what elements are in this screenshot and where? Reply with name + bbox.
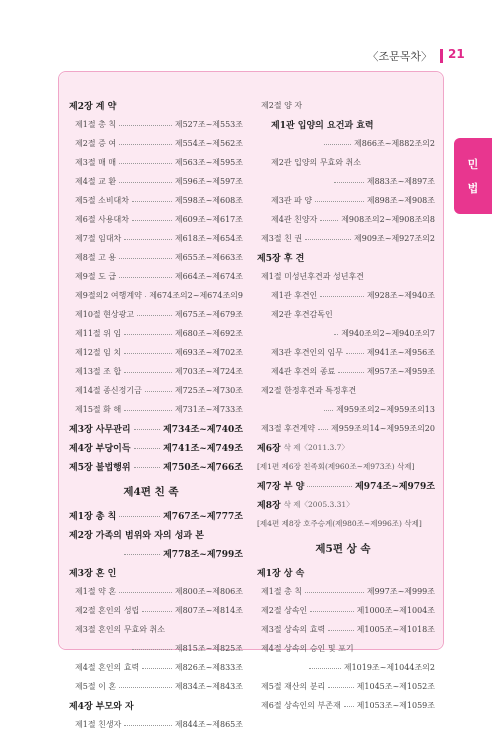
entry-title: 제15절 화 해 bbox=[75, 405, 122, 414]
article-range: 제844조~제865조 bbox=[174, 720, 243, 729]
chapter-heading[interactable]: 제4장 부모와 자 bbox=[69, 702, 134, 712]
dot-leader bbox=[307, 486, 352, 487]
article-range: 제1005조~제1018조 bbox=[356, 625, 435, 634]
entry-title: 제5절 이 혼 bbox=[75, 682, 117, 691]
article-range: 제909조~제927조의2 bbox=[354, 234, 435, 243]
toc-entry[interactable] bbox=[59, 343, 243, 362]
article-range: 제778조~제799조 bbox=[163, 550, 243, 560]
dot-leader bbox=[134, 448, 161, 449]
toc-chapter-entry[interactable] bbox=[59, 506, 243, 525]
entry-title: 제9절의2 여행계약 bbox=[75, 291, 142, 300]
dot-leader bbox=[334, 334, 338, 335]
dot-leader bbox=[328, 630, 353, 631]
article-range: 제1019조~제1044조의2 bbox=[343, 663, 435, 672]
toc-entry[interactable] bbox=[59, 248, 243, 267]
toc-chapter-entry[interactable] bbox=[59, 457, 243, 476]
entry-title: 제3절 상속의 효력 bbox=[261, 625, 326, 634]
article-range: 제928조~제940조 bbox=[366, 291, 435, 300]
article-range: 제750조~제766조 bbox=[163, 463, 243, 473]
article-range: 제898조~제908조 bbox=[366, 196, 435, 205]
toc-entry[interactable] bbox=[251, 658, 435, 677]
toc-entry[interactable] bbox=[59, 115, 243, 134]
toc-entry[interactable] bbox=[251, 343, 435, 362]
article-range: 제866조~제882조의2 bbox=[354, 139, 435, 148]
dot-leader bbox=[119, 182, 172, 183]
toc-entry[interactable] bbox=[59, 362, 243, 381]
dot-leader bbox=[132, 220, 172, 221]
page-number: 21 bbox=[448, 47, 465, 61]
dot-leader bbox=[119, 125, 172, 126]
page-header bbox=[0, 46, 500, 66]
dot-leader bbox=[124, 554, 160, 555]
toc-entry[interactable] bbox=[59, 286, 243, 305]
article-range: 제959조의2~제959조의13 bbox=[336, 405, 435, 414]
dot-leader bbox=[324, 144, 351, 145]
bracket-note: [제1편 제6장 친족회(제960조~제973조) 삭제] bbox=[257, 462, 415, 471]
article-range: 제596조~제597조 bbox=[174, 177, 243, 186]
article-range: 제826조~제833조 bbox=[174, 663, 243, 672]
entry-title: 제9절 도 급 bbox=[75, 272, 117, 281]
article-range: 제959조의14~제959조의20 bbox=[331, 424, 435, 433]
toc-entry[interactable] bbox=[59, 601, 243, 620]
toc-entry[interactable] bbox=[59, 153, 243, 172]
toc-entry[interactable] bbox=[251, 419, 435, 438]
toc-entry[interactable] bbox=[59, 639, 243, 658]
toc-entry[interactable] bbox=[59, 400, 243, 419]
toc-entry[interactable] bbox=[251, 362, 435, 381]
entry-title: 제7절 임대차 bbox=[75, 234, 122, 243]
article-range: 제1053조~제1059조 bbox=[356, 701, 435, 710]
chapter-heading[interactable]: 제2장 가족의 범위와 자의 성과 본 bbox=[69, 531, 204, 541]
toc-right-column bbox=[251, 72, 443, 710]
dot-leader bbox=[119, 144, 172, 145]
entry-title: 제1절 총 칙 bbox=[75, 120, 117, 129]
toc-entry[interactable] bbox=[59, 134, 243, 153]
dot-leader bbox=[119, 516, 160, 517]
article-range: 제734조~제740조 bbox=[163, 425, 243, 435]
entry-title: 제3절 후견계약 bbox=[261, 424, 316, 433]
toc-entry[interactable] bbox=[251, 191, 435, 210]
entry-title: 제1절 약 혼 bbox=[75, 587, 117, 596]
article-range: 제527조~제553조 bbox=[174, 120, 243, 129]
chapter-label: 제8장 bbox=[257, 501, 281, 511]
article-range: 제725조~제730조 bbox=[174, 386, 243, 395]
dot-leader bbox=[145, 391, 172, 392]
article-range: 제731조~제733조 bbox=[174, 405, 243, 414]
chapter-heading[interactable]: 제1관 입양의 요건과 효력 bbox=[271, 121, 374, 131]
entry-title: 제4절 교 환 bbox=[75, 177, 117, 186]
article-range: 제693조~제702조 bbox=[174, 348, 243, 357]
article-range: 제940조의2~제940조의7 bbox=[341, 329, 435, 338]
section-heading[interactable]: 제1절 미성년후견과 성년후견 bbox=[261, 272, 364, 281]
section-heading[interactable]: 제4절 상속의 승인 및 포기 bbox=[261, 644, 354, 653]
toc-entry[interactable] bbox=[59, 229, 243, 248]
toc-chapter-entry[interactable] bbox=[59, 544, 243, 563]
article-range: 제941조~제956조 bbox=[366, 348, 435, 357]
article-range: 제800조~제806조 bbox=[174, 587, 243, 596]
article-range: 제675조~제679조 bbox=[174, 310, 243, 319]
article-range: 제680조~제692조 bbox=[174, 329, 243, 338]
article-range: 제703조~제724조 bbox=[174, 367, 243, 376]
toc-chapter-entry[interactable] bbox=[59, 419, 243, 438]
entry-title: 제10절 현상광고 bbox=[75, 310, 135, 319]
entry-title: 제5장 불법행위 bbox=[69, 463, 131, 473]
entry-title: 제6절 사용대차 bbox=[75, 215, 130, 224]
dot-leader bbox=[119, 277, 172, 278]
toc-entry[interactable] bbox=[59, 381, 243, 400]
dot-leader bbox=[315, 201, 364, 202]
article-range: 제655조~제663조 bbox=[174, 253, 243, 262]
article-range: 제618조~제654조 bbox=[174, 234, 243, 243]
article-range: 제1045조~제1052조 bbox=[356, 682, 435, 691]
toc-entry[interactable] bbox=[59, 210, 243, 229]
part-heading: 제4편 친 족 bbox=[123, 485, 179, 498]
dot-leader bbox=[119, 258, 172, 259]
deleted-chapter-note bbox=[251, 495, 435, 514]
dot-leader bbox=[134, 467, 161, 468]
article-range: 제908조의2~제908조의8 bbox=[341, 215, 435, 224]
toc-entry[interactable] bbox=[59, 582, 243, 601]
bracket-note: [제4편 제8장 호주승계(제980조~제996조) 삭제] bbox=[257, 519, 422, 528]
section-heading[interactable]: 제2절 양 자 bbox=[261, 101, 303, 110]
toc-entry[interactable] bbox=[251, 620, 435, 639]
entry-title: 제5절 재산의 분리 bbox=[261, 682, 326, 691]
toc-entry[interactable] bbox=[251, 400, 435, 419]
header-title: 〈조문목차〉 bbox=[367, 50, 432, 63]
dot-leader bbox=[124, 239, 172, 240]
entry-title: 제4관 후견의 종료 bbox=[271, 367, 336, 376]
toc-entry[interactable] bbox=[59, 172, 243, 191]
article-range: 제807조~제814조 bbox=[174, 606, 243, 615]
entry-title: 제3관 파 양 bbox=[271, 196, 313, 205]
dot-leader bbox=[334, 182, 364, 183]
chapter-label: 제6장 bbox=[257, 444, 281, 454]
entry-title: 제8절 고 용 bbox=[75, 253, 117, 262]
dot-leader bbox=[132, 649, 172, 650]
entry-title: 제3장 사무관리 bbox=[69, 425, 131, 435]
dot-leader bbox=[305, 239, 351, 240]
entry-title: 제5절 소비대차 bbox=[75, 196, 130, 205]
article-range: 제741조~제749조 bbox=[163, 444, 243, 454]
entry-title: 제4절 혼인의 효력 bbox=[75, 663, 140, 672]
section-heading[interactable]: 제2관 입양의 무효와 취소 bbox=[271, 158, 361, 167]
toc-left-column bbox=[59, 72, 252, 729]
entry-title: 제7장 부 양 bbox=[257, 482, 305, 492]
entry-title: 제11절 위 임 bbox=[75, 329, 122, 338]
entry-title: 제4장 부당이득 bbox=[69, 444, 131, 454]
entry-title: 제3절 매 매 bbox=[75, 158, 117, 167]
dot-leader bbox=[134, 429, 161, 430]
deletion-note: 삭 제〈2011.3.7〉 bbox=[283, 443, 349, 452]
dot-leader bbox=[124, 334, 172, 335]
toc-entry[interactable] bbox=[251, 582, 435, 601]
dot-leader bbox=[309, 668, 341, 669]
section-heading[interactable]: 제3절 혼인의 무효와 취소 bbox=[75, 625, 165, 634]
part-heading: 제5편 상 속 bbox=[315, 542, 371, 555]
dot-leader bbox=[132, 201, 172, 202]
dot-leader bbox=[137, 315, 172, 316]
toc-entry[interactable] bbox=[59, 715, 243, 734]
toc-entry[interactable] bbox=[251, 677, 435, 696]
dot-leader bbox=[124, 725, 172, 726]
toc-chapter-entry[interactable] bbox=[251, 476, 435, 495]
section-heading[interactable]: 제2관 후견감독인 bbox=[271, 310, 333, 319]
toc-entry[interactable] bbox=[59, 267, 243, 286]
dot-leader bbox=[338, 372, 364, 373]
chapter-heading[interactable]: 제3장 혼 인 bbox=[69, 569, 117, 579]
entry-title: 제4관 친양자 bbox=[271, 215, 318, 224]
article-range: 제554조~제562조 bbox=[174, 139, 243, 148]
toc-entry[interactable] bbox=[251, 134, 435, 153]
deleted-chapter-note bbox=[251, 438, 435, 457]
section-heading[interactable]: 제2절 한정후견과 특정후견 bbox=[261, 386, 357, 395]
entry-title: 제1관 후견인 bbox=[271, 291, 318, 300]
dot-leader bbox=[320, 220, 338, 221]
toc-entry[interactable] bbox=[59, 677, 243, 696]
entry-title: 제14절 종신정기금 bbox=[75, 386, 142, 395]
toc-entry[interactable] bbox=[251, 696, 435, 715]
article-range: 제957조~제959조 bbox=[366, 367, 435, 376]
entry-title: 제12절 임 치 bbox=[75, 348, 122, 357]
article-range: 제974조~제979조 bbox=[355, 482, 435, 492]
entry-title: 제13절 조 합 bbox=[75, 367, 122, 376]
article-range: 제563조~제595조 bbox=[174, 158, 243, 167]
toc-entry[interactable] bbox=[251, 324, 435, 343]
article-range: 제609조~제617조 bbox=[174, 215, 243, 224]
dot-leader bbox=[320, 296, 364, 297]
dot-leader bbox=[124, 372, 172, 373]
chapter-heading[interactable]: 제2장 계 약 bbox=[69, 102, 117, 112]
toc-frame bbox=[58, 71, 444, 729]
article-range: 제815조~제825조 bbox=[174, 644, 243, 653]
article-range: 제598조~제608조 bbox=[174, 196, 243, 205]
article-range: 제883조~제897조 bbox=[366, 177, 435, 186]
article-range: 제767조~제777조 bbox=[163, 512, 243, 522]
toc-entry[interactable] bbox=[59, 658, 243, 677]
entry-title: 제3관 후견인의 임무 bbox=[271, 348, 343, 357]
toc-entry[interactable] bbox=[59, 324, 243, 343]
toc-chapter-entry[interactable] bbox=[59, 438, 243, 457]
header-divider bbox=[440, 49, 443, 63]
toc-entry[interactable] bbox=[251, 210, 435, 229]
dot-leader bbox=[324, 410, 333, 411]
entry-title: 제1절 총 칙 bbox=[261, 587, 303, 596]
dot-leader bbox=[124, 410, 172, 411]
dot-leader bbox=[142, 611, 172, 612]
article-range: 제1000조~제1004조 bbox=[356, 606, 435, 615]
toc-entry[interactable] bbox=[251, 172, 435, 191]
entry-title: 제6절 상속인의 부존재 bbox=[261, 701, 341, 710]
dot-leader bbox=[310, 611, 353, 612]
article-range: 제997조~제999조 bbox=[366, 587, 435, 596]
entry-title: 제1절 친생자 bbox=[75, 720, 122, 729]
article-range: 제664조~제674조 bbox=[174, 272, 243, 281]
section-tab-char: 민 bbox=[467, 158, 479, 171]
article-range: 제834조~제843조 bbox=[174, 682, 243, 691]
dot-leader bbox=[119, 592, 172, 593]
deletion-note: 삭 제〈2005.3.31〉 bbox=[283, 500, 354, 509]
dot-leader bbox=[305, 592, 364, 593]
dot-leader bbox=[124, 353, 172, 354]
toc-entry[interactable] bbox=[59, 191, 243, 210]
dot-leader bbox=[145, 296, 146, 297]
entry-title: 제2절 증 여 bbox=[75, 139, 117, 148]
entry-title: 제2절 혼인의 성립 bbox=[75, 606, 140, 615]
dot-leader bbox=[346, 353, 364, 354]
entry-title: 제2절 상속인 bbox=[261, 606, 308, 615]
toc-entry[interactable] bbox=[251, 286, 435, 305]
article-range: 제674조의2~제674조의9 bbox=[149, 291, 243, 300]
section-tab[interactable] bbox=[454, 138, 492, 214]
dot-leader bbox=[119, 163, 172, 164]
toc-entry[interactable] bbox=[59, 305, 243, 324]
chapter-heading[interactable]: 제5장 후 견 bbox=[257, 254, 305, 264]
dot-leader bbox=[142, 668, 172, 669]
dot-leader bbox=[119, 687, 172, 688]
toc-entry[interactable] bbox=[251, 229, 435, 248]
toc-entry[interactable] bbox=[251, 601, 435, 620]
entry-title: 제1장 총 칙 bbox=[69, 512, 117, 522]
dot-leader bbox=[318, 429, 328, 430]
dot-leader bbox=[328, 687, 353, 688]
entry-title: 제3절 친 권 bbox=[261, 234, 303, 243]
chapter-heading[interactable]: 제1장 상 속 bbox=[257, 569, 305, 579]
section-tab-char: 법 bbox=[467, 182, 479, 195]
